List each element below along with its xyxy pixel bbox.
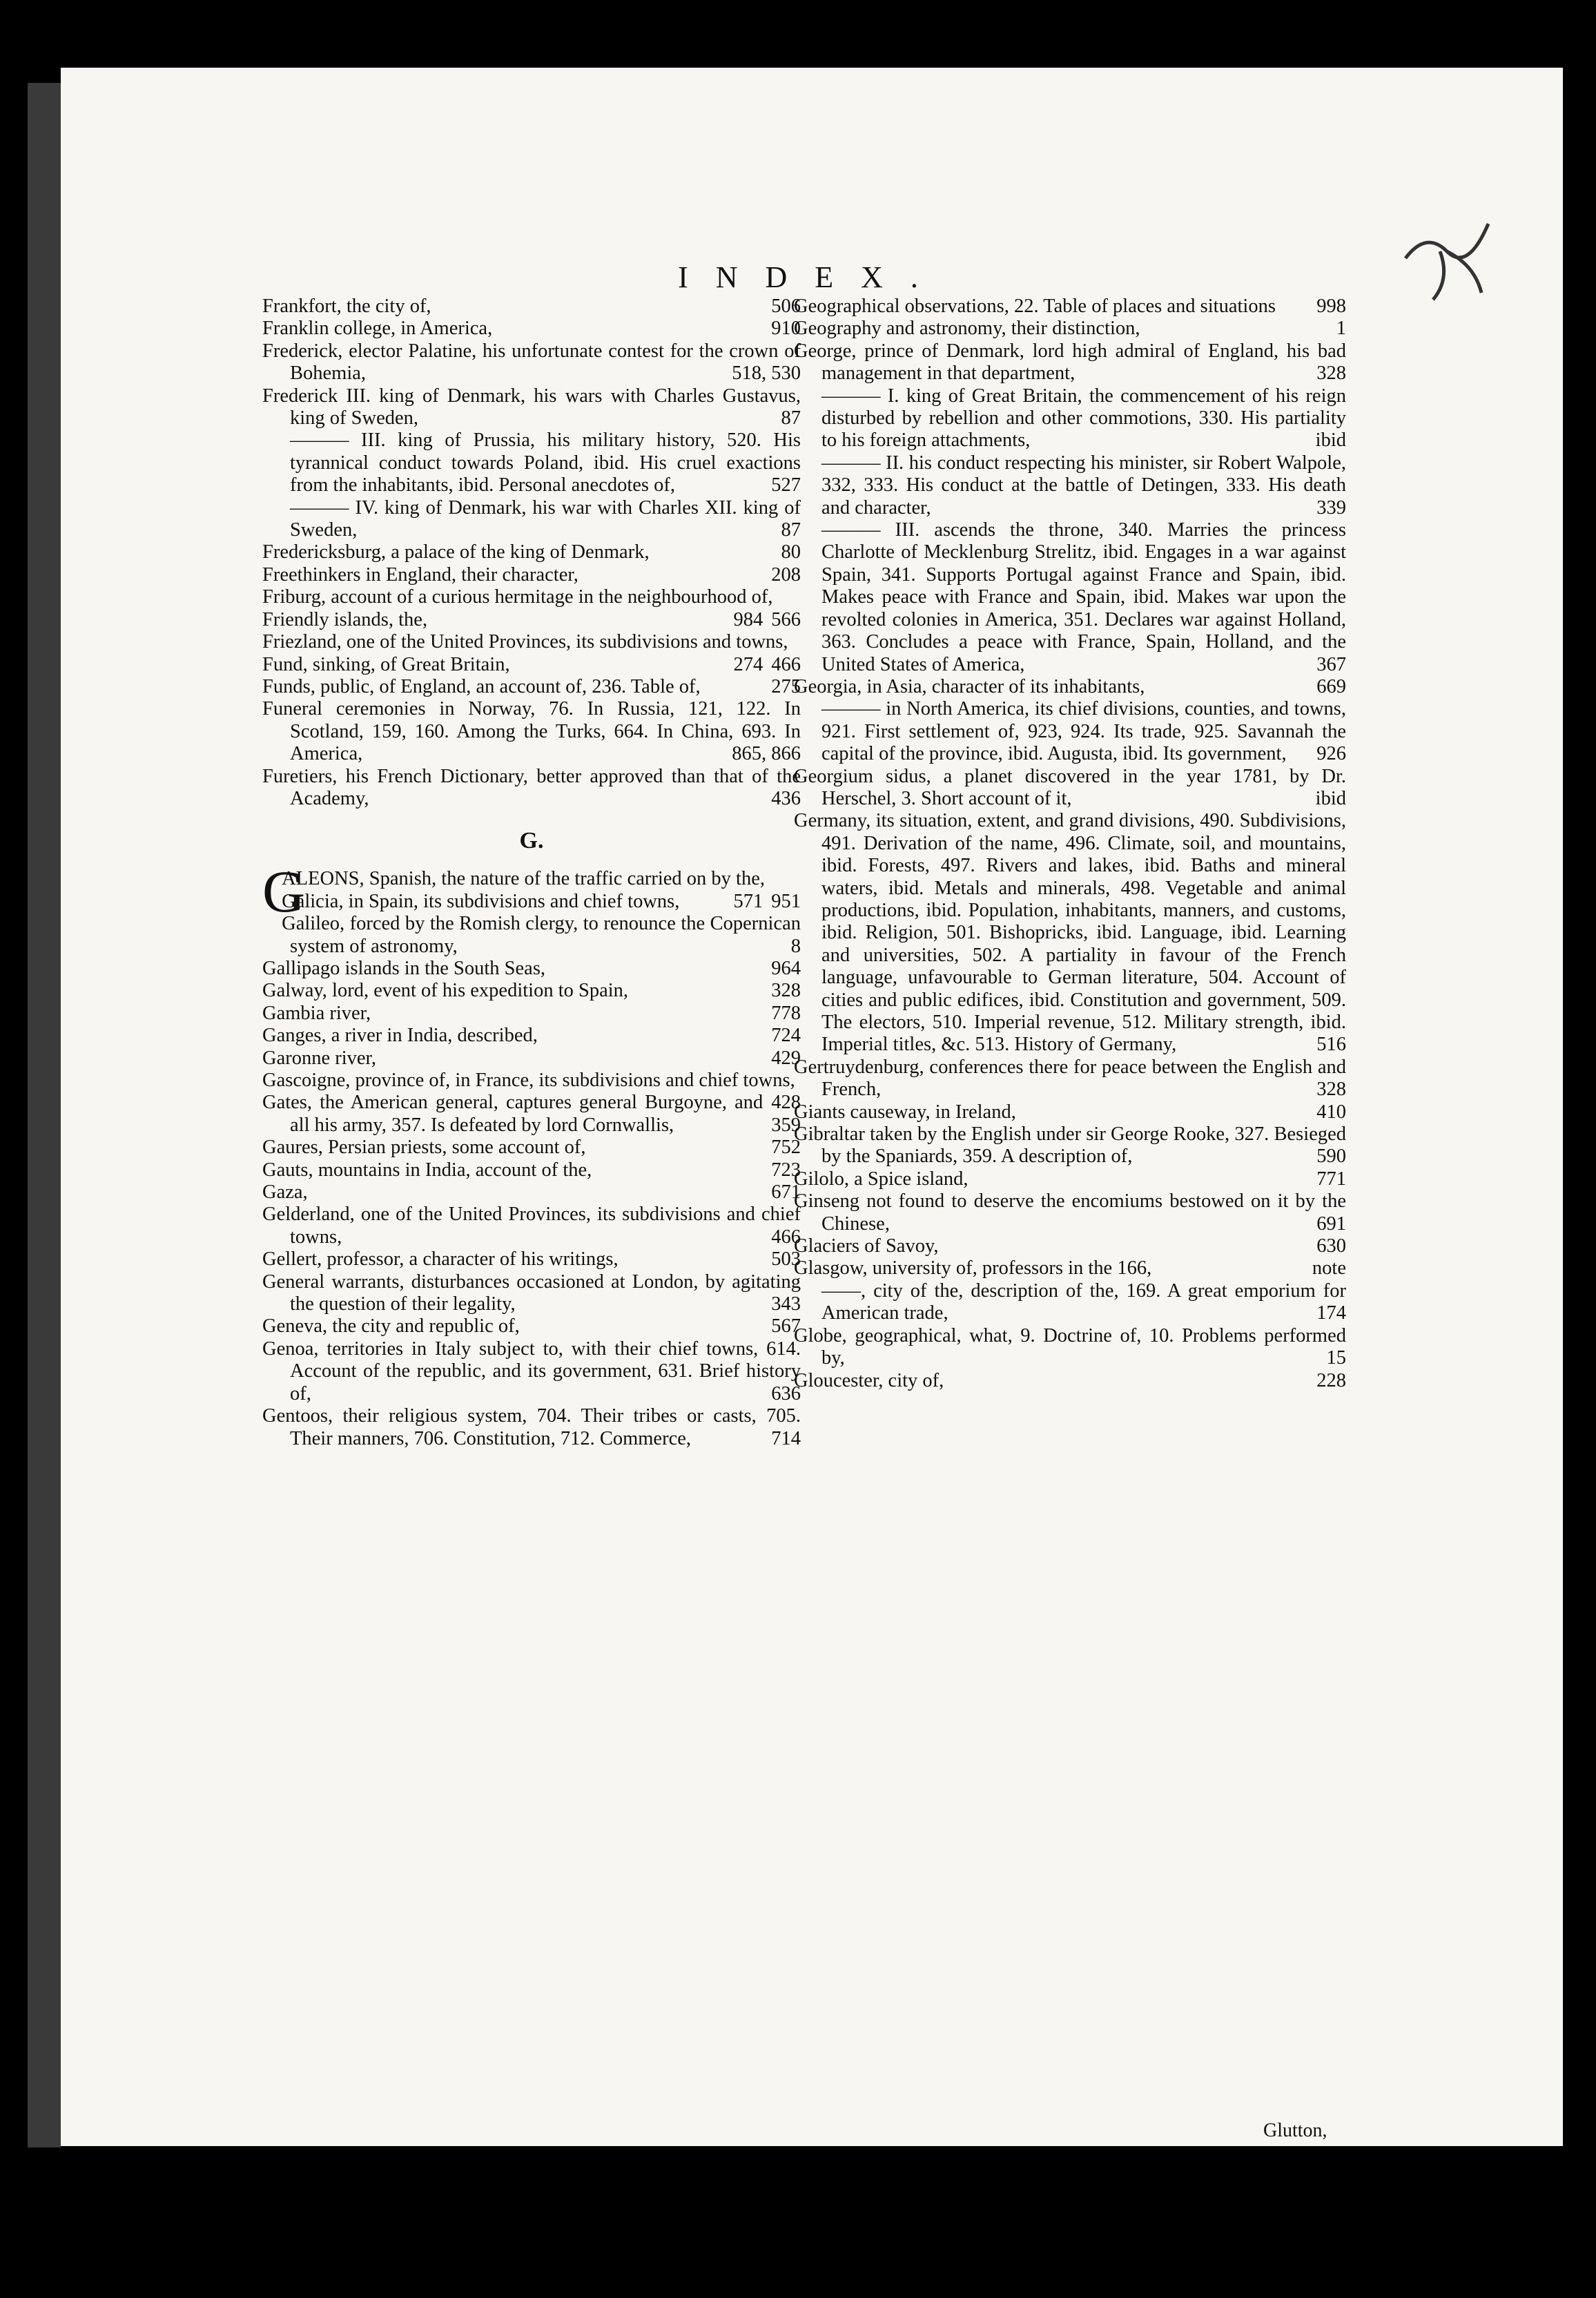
index-entry	[262, 980, 801, 1002]
page-title: INDEX.	[678, 260, 946, 294]
index-entry	[262, 1315, 801, 1338]
index-entry	[262, 1405, 801, 1450]
entry-text: Ganges, a river in India, described,	[262, 1025, 538, 1047]
page-reference: 343	[771, 1293, 801, 1315]
entry-text: Gilolo, a Spice island,	[794, 1168, 969, 1190]
page-reference: 328	[1316, 1079, 1346, 1101]
page-reference: 714	[771, 1427, 801, 1449]
index-entry	[262, 385, 801, 430]
page-reference: 636	[771, 1382, 801, 1404]
entry-text: Gascoigne, province of, in France, its subdivisions and chief towns,	[262, 1070, 795, 1091]
entry-text: Franklin college, in America,	[262, 318, 493, 340]
entry-text: Furetiers, his French Dictionary, better approved than that of the Academy,	[262, 765, 801, 809]
page-reference: 566	[771, 608, 801, 630]
entry-text: Frederick III. king of Denmark, his wars with Charles Gustavus, king of Sweden,	[262, 385, 801, 429]
entry-text: Gaza,	[262, 1181, 308, 1204]
page-reference: 367	[1316, 653, 1346, 675]
page-reference: 724	[771, 1025, 801, 1047]
entry-text: Fredericksburg, a palace of the king of Denmark,	[262, 541, 650, 563]
entry-text: Funeral ceremonies in Norway, 76. In Russia, 121, 122. In Scotland, 159, 160. Among the Turks, 664. In China, 693. In America,	[262, 698, 801, 765]
entry-text: Glasgow, university of, professors in the 166,	[794, 1257, 1152, 1280]
index-entry	[262, 1181, 801, 1204]
page-reference: 80	[781, 541, 801, 563]
page-reference: 590	[1316, 1146, 1346, 1168]
entry-text: ——— I. king of Great Britain, the commencement of his reign disturbed by rebellion and other commotions, 330. His partiality to his foreign attachments,	[821, 385, 1346, 452]
entry-text: Friezland, one of the United Provinces, its subdivisions and towns,	[262, 631, 788, 653]
index-entry	[262, 676, 801, 698]
index-entry	[794, 676, 1346, 698]
section-letter: G.	[519, 828, 544, 854]
entry-text: Giants causeway, in Ireland,	[794, 1101, 1016, 1123]
page-reference: 752	[771, 1137, 801, 1159]
index-column-left	[262, 296, 801, 1450]
entry-text: Geographical observations, 22. Table of places and situations	[794, 296, 1276, 317]
entry-text: Freethinkers in England, their character,	[262, 563, 578, 586]
page-reference: 630	[1316, 1235, 1346, 1257]
entry-text: Frankfort, the city of,	[262, 296, 431, 317]
entry-text: Frederick, elector Palatine, his unfortunate contest for the crown of Bohemia,	[262, 340, 801, 385]
index-entry	[262, 497, 801, 542]
entry-text: Gates, the American general, captures general Burgoyne, and all his army, 357. Is defeated by lord Cornwallis,	[262, 1092, 763, 1136]
index-entry	[794, 1235, 1346, 1257]
entry-text: Ginseng not found to deserve the encomiums bestowed on it by the Chinese,	[794, 1190, 1346, 1235]
page-reference: 8	[790, 935, 801, 957]
entry-text: Globe, geographical, what, 9. Doctrine of, 10. Problems performed by,	[794, 1324, 1346, 1369]
page-reference: 436	[771, 787, 801, 809]
index-entry	[262, 1204, 801, 1248]
index-entry	[794, 698, 1346, 765]
entry-text: Galileo, forced by the Romish clergy, to renounce the Copernican system of astronomy,	[282, 913, 801, 957]
index-entry	[262, 891, 801, 913]
page-reference: 984	[733, 608, 763, 630]
catchword: Glutton,	[1263, 2120, 1327, 2141]
page-reference: 669	[1316, 675, 1346, 697]
page-reference: 410	[1316, 1101, 1346, 1123]
page-reference: 503	[771, 1248, 801, 1271]
entry-text: ——— III. ascends the throne, 340. Marries the princess Charlotte of Mecklenburg Strelitz, ibid. Engages in a war against Spain, 341. Supports Portugal against France and Spain, ibid. Makes peace with France and Spain, ibid. Makes war upon the revolted colonies in America, 351. Declares war against Holland, 363. Concludes a peace with France, Spain, Holland, and the United States of America,	[821, 519, 1346, 675]
page-reference: 208	[771, 563, 801, 586]
index-entry	[262, 1248, 801, 1271]
page-reference: ibid	[1315, 429, 1346, 452]
index-entry	[794, 766, 1346, 811]
page-reference: 428	[771, 1092, 801, 1114]
index-entry	[262, 429, 801, 496]
index-entry	[794, 296, 1346, 318]
index-entry	[262, 1338, 801, 1405]
page-reference: 771	[1316, 1168, 1346, 1190]
entry-text: Funds, public, of England, an account of, 236. Table of,	[262, 675, 701, 697]
entry-text: ——, city of the, description of the, 169. A great emporium for American trade,	[821, 1280, 1346, 1324]
entry-text: Galway, lord, event of his expedition to Spain,	[262, 980, 629, 1002]
page-reference: ibid	[1315, 787, 1346, 809]
page-reference: note	[1312, 1257, 1346, 1280]
index-entry	[262, 1159, 801, 1181]
page-reference: 865, 866	[732, 743, 801, 765]
page-reference: 527	[771, 474, 801, 496]
entry-text: ——— III. king of Prussia, his military history, 520. His tyrannical conduct towards Poland, ibid. His cruel exactions from the inhabitants, ibid. Personal anecdotes of,	[290, 429, 801, 496]
page-reference: 506	[771, 296, 801, 317]
page-reference: 910	[771, 318, 801, 340]
index-entry	[262, 564, 801, 586]
entry-text: ——— II. his conduct respecting his minister, sir Robert Walpole, 332, 333. His conduct at the battle of Detingen, 333. His death and character,	[821, 452, 1346, 519]
entry-text: ——— IV. king of Denmark, his war with Charles XII. king of Sweden,	[290, 496, 801, 541]
page-reference: 339	[1316, 496, 1346, 519]
index-entry	[262, 1137, 801, 1159]
page-reference: 778	[771, 1002, 801, 1024]
index-entry	[794, 1370, 1346, 1392]
entry-text: Georgia, in Asia, character of its inhabitants,	[794, 675, 1145, 697]
entry-text: Gentoos, their religious system, 704. Their tribes or casts, 705. Their manners, 706. Constitution, 712. Commerce,	[262, 1405, 801, 1449]
entry-text: Gambia river,	[262, 1002, 371, 1024]
index-entry	[262, 698, 801, 765]
entry-text: Gertruydenburg, conferences there for peace between the English and French,	[794, 1056, 1346, 1101]
entry-text: Friendly islands, the,	[262, 608, 428, 630]
page-reference: 571	[733, 890, 763, 912]
index-entry	[262, 609, 801, 631]
entry-text: Geneva, the city and republic of,	[262, 1315, 520, 1338]
entry-text: Gaures, Persian priests, some account of,	[262, 1137, 586, 1159]
index-entry	[794, 1257, 1346, 1280]
index-entry	[794, 1123, 1346, 1168]
entry-text: Gauts, mountains in India, account of the,	[262, 1159, 592, 1181]
page-reference: 964	[771, 957, 801, 979]
index-entry	[262, 1271, 801, 1316]
page-reference: 671	[771, 1181, 801, 1204]
entry-text: Gibraltar taken by the English under sir George Rooke, 327. Besieged by the Spaniards, 359. A description of,	[794, 1123, 1346, 1168]
page-reference: 691	[1316, 1213, 1346, 1235]
entry-text: Genoa, territories in Italy subject to, with their chief towns, 614. Account of the republic, and its government, 631. Brief history of,	[262, 1338, 801, 1404]
index-entry	[794, 385, 1346, 452]
index-entry	[262, 1092, 801, 1137]
index-entry	[794, 452, 1346, 519]
entry-text: Galicia, in Spain, its subdivisions and chief towns,	[282, 890, 680, 912]
entry-text: Gelderland, one of the United Provinces, its subdivisions and chief towns,	[262, 1204, 801, 1248]
entry-text: Garonne river,	[262, 1047, 377, 1069]
index-page	[61, 68, 1563, 2146]
entry-text: Gellert, professor, a character of his writings,	[262, 1248, 619, 1271]
page-reference: 516	[1316, 1034, 1346, 1056]
page-reference: 998	[1316, 296, 1346, 317]
drop-cap: G	[262, 858, 306, 925]
page-reference: 951	[771, 890, 801, 912]
entry-text: Glaciers of Savoy,	[794, 1235, 939, 1257]
entry-text: Geography and astronomy, their distinction,	[794, 318, 1140, 340]
entry-text: ——— in North America, its chief divisions, counties, and towns, 921. First settlement of, 923, 924. Its trade, 925. Savannah the capital of the province, ibid. Augusta, ibid. Its government,	[821, 698, 1346, 765]
index-entry	[262, 958, 801, 980]
page-reference: 87	[781, 407, 801, 429]
index-entry	[794, 318, 1346, 340]
page-reference: 275	[771, 675, 801, 697]
index-entry	[262, 654, 801, 676]
index-entry	[794, 1168, 1346, 1190]
index-entry	[794, 1325, 1346, 1370]
index-entry	[262, 541, 801, 563]
index-entry	[794, 1190, 1346, 1235]
index-column-right	[794, 296, 1346, 1392]
page-reference: 328	[771, 980, 801, 1002]
page-reference: 518, 530	[732, 363, 801, 385]
page-reference: 466	[771, 653, 801, 675]
index-entry	[262, 766, 801, 811]
page-reference: 174	[1316, 1302, 1346, 1324]
entry-text: Fund, sinking, of Great Britain,	[262, 653, 510, 675]
entry-text: Georgium sidus, a planet discovered in the year 1781, by Dr. Herschel, 3. Short account of it,	[794, 765, 1346, 809]
index-entry	[262, 296, 801, 318]
index-entry	[794, 1101, 1346, 1123]
index-entry	[262, 1025, 801, 1047]
page-reference: 274	[733, 653, 763, 675]
index-entry	[262, 340, 801, 385]
index-entry	[262, 1003, 801, 1025]
index-entry	[794, 340, 1346, 385]
entry-text: Gloucester, city of,	[794, 1369, 944, 1391]
index-entry	[262, 1047, 801, 1070]
entry-text: Gallipago islands in the South Seas,	[262, 957, 546, 979]
page-reference: 723	[771, 1159, 801, 1181]
index-entry	[794, 1280, 1346, 1325]
entry-text: Germany, its situation, extent, and grand divisions, 490. Subdivisions, 491. Derivation of the name, 496. Climate, soil, and mountains, ibid. Forests, 497. Rivers and lakes, ibid. Baths and mineral waters, ibid. Metals and minerals, 498. Vegetable and animal productions, ibid. Population, inhabitants, manners, and customs, ibid. Religion, 501. Bishopricks, ibid. Language, ibid. Learning and universities, 502. A partiality in favour of the French language, unfavourable to German literature, 504. Account of cities and public edifices, ibid. Constitution and government, 509. The electors, 510. Imperial revenue, 512. Military strength, ibid. Imperial titles, &c. 513. History of Germany,	[794, 810, 1346, 1056]
book-gutter	[28, 83, 61, 2147]
page-reference: 87	[781, 519, 801, 541]
index-entry	[794, 810, 1346, 1056]
page-reference: 328	[1316, 363, 1346, 385]
entry-text: Friburg, account of a curious hermitage in the neighbourhood of,	[262, 586, 773, 608]
index-entry	[262, 913, 801, 958]
page-reference: 926	[1316, 743, 1346, 765]
page-reference: 1	[1336, 318, 1346, 340]
entry-text: George, prince of Denmark, lord high admiral of England, his bad management in that department,	[794, 340, 1346, 385]
page-reference: 228	[1316, 1369, 1346, 1391]
page-reference: 429	[771, 1047, 801, 1069]
index-entry	[794, 1056, 1346, 1101]
page-reference: 15	[1326, 1347, 1346, 1369]
page-reference: 567	[771, 1315, 801, 1338]
page-reference: 359	[771, 1114, 801, 1136]
page-reference: 466	[771, 1226, 801, 1248]
index-entry	[262, 318, 801, 340]
entry-text: General warrants, disturbances occasioned at London, by agitating the question of their legality,	[262, 1271, 801, 1315]
index-entry	[794, 519, 1346, 676]
entry-text: ALEONS, Spanish, the nature of the traffic carried on by the,	[282, 868, 766, 890]
